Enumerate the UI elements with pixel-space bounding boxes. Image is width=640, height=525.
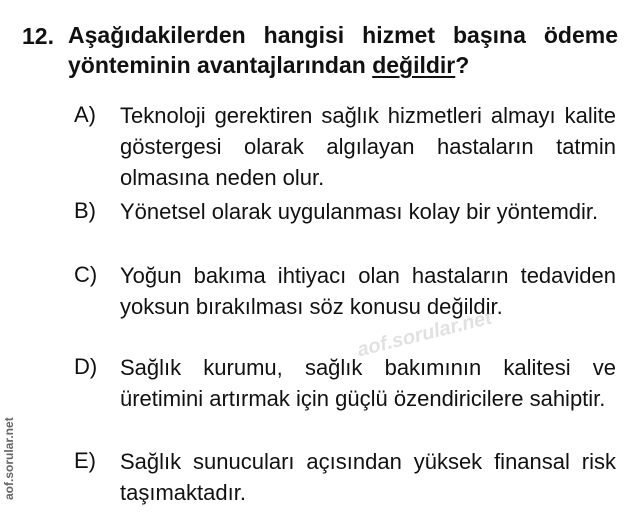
option-c-letter: C) (74, 262, 98, 287)
option-d-letter: D) (74, 354, 98, 379)
watermark-side: aof.sorular.net (2, 417, 16, 500)
option-d-text: Sağlık kurumu, sağlık bakımının kalitesi ve üretimini artırmak için güçlü özendiricilere sahiptir. (120, 355, 616, 411)
option-a-text: Teknoloji gerektiren sağlık hizmetleri almayı kalite göstergesi olarak algılayan hastaların tatmin olmasına neden olur. (120, 103, 616, 190)
question-negative-word: değildir (372, 52, 456, 78)
question-stem (68, 20, 618, 80)
watermark-center: aof.sorular.net (355, 306, 495, 362)
option-c-text: Yoğun bakıma ihtiyacı olan hastaların tedaviden yoksun bırakılması söz konusu değildir. (120, 263, 616, 319)
question-number: 12. (22, 23, 54, 49)
question-stem-end: ? (455, 52, 470, 78)
option-e-letter: E) (74, 448, 96, 473)
option-b-letter: B) (74, 198, 96, 223)
option-a-letter: A) (74, 102, 96, 127)
option-b-text: Yönetsel olarak uygulanması kolay bir yöntemdir. (120, 199, 599, 224)
question-stem-text: Aşağıdakilerden hangisi hizmet başına ödeme yönteminin avantajlarından (68, 22, 618, 78)
option-e-text: Sağlık sunucuları açısından yüksek finansal risk taşımaktadır. (120, 449, 616, 505)
